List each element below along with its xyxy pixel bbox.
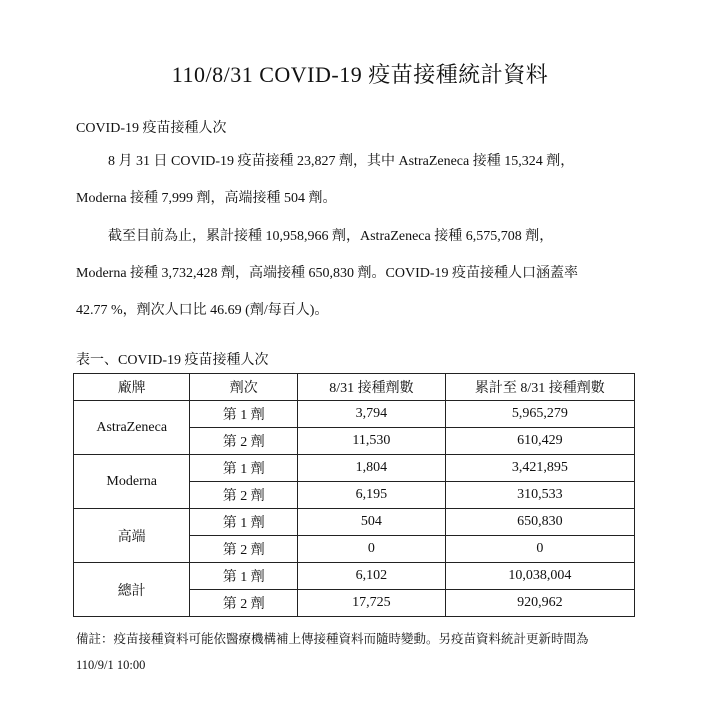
cumulative-summary-paragraph — [76, 218, 666, 329]
daily-cell: 3,794 — [298, 401, 446, 428]
dose-cell: 第 1 劑 — [190, 401, 298, 428]
dose-cell: 第 1 劑 — [190, 509, 298, 536]
daily-cell: 1,804 — [298, 455, 446, 482]
table-row — [74, 455, 635, 482]
header-daily-doses: 8/31 接種劑數 — [298, 374, 446, 401]
paragraph-line: Moderna 接種 3,732,428 劑，高端接種 650,830 劑。COVID-19 疫苗接種人口涵蓋率 — [76, 266, 579, 281]
paragraph-line: 42.77 %，劑次人口比 46.69 (劑/每百人)。 — [76, 303, 329, 318]
header-dose: 劑次 — [190, 374, 298, 401]
dose-cell: 第 2 劑 — [190, 428, 298, 455]
cumulative-cell: 10,038,004 — [445, 563, 634, 590]
cumulative-cell: 0 — [445, 536, 634, 563]
footnote — [76, 626, 676, 678]
brand-cell: 高端 — [74, 509, 190, 563]
cumulative-cell: 650,830 — [445, 509, 634, 536]
brand-cell: Moderna — [74, 455, 190, 509]
paragraph-line: Moderna 接種 7,999 劑，高端接種 504 劑。 — [76, 191, 337, 206]
cumulative-cell: 5,965,279 — [445, 401, 634, 428]
daily-cell: 17,725 — [298, 590, 446, 617]
paragraph-line: 8 月 31 日 COVID-19 疫苗接種 23,827 劑，其中 AstraZeneca 接種 15,324 劑， — [108, 154, 575, 169]
brand-cell: 總計 — [74, 563, 190, 617]
table-header-row — [74, 374, 635, 401]
dose-cell: 第 2 劑 — [190, 482, 298, 509]
header-brand: 廠牌 — [74, 374, 190, 401]
dose-cell: 第 1 劑 — [190, 563, 298, 590]
brand-cell: AstraZeneca — [74, 401, 190, 455]
page-title: 110/8/31 COVID-19 疫苗接種統計資料 — [171, 62, 549, 87]
cumulative-cell: 3,421,895 — [445, 455, 634, 482]
daily-cell: 504 — [298, 509, 446, 536]
table-caption: 表一、COVID-19 疫苗接種人次 — [76, 353, 269, 368]
daily-cell: 6,102 — [298, 563, 446, 590]
daily-cell: 11,530 — [298, 428, 446, 455]
cumulative-cell: 310,533 — [445, 482, 634, 509]
dose-cell: 第 1 劑 — [190, 455, 298, 482]
dose-cell: 第 2 劑 — [190, 536, 298, 563]
table-row — [74, 509, 635, 536]
footnote-line: 備註：疫苗接種資料可能依醫療機構補上傳接種資料而隨時變動。另疫苗資料統計更新時間為 — [76, 632, 589, 646]
dose-cell: 第 2 劑 — [190, 590, 298, 617]
daily-summary-paragraph — [76, 143, 666, 217]
footnote-update-time: 110/9/1 10:00 — [76, 658, 146, 672]
paragraph-line: 截至目前為止，累計接種 10,958,966 劑，AstraZeneca 接種 6,575,708 劑， — [108, 229, 554, 244]
table-row — [74, 563, 635, 590]
daily-cell: 0 — [298, 536, 446, 563]
cumulative-cell: 920,962 — [445, 590, 634, 617]
cumulative-cell: 610,429 — [445, 428, 634, 455]
section-heading: COVID-19 疫苗接種人次 — [76, 121, 227, 136]
vaccination-table — [73, 373, 635, 617]
daily-cell: 6,195 — [298, 482, 446, 509]
table-row — [74, 401, 635, 428]
header-cumulative-doses: 累計至 8/31 接種劑數 — [445, 374, 634, 401]
